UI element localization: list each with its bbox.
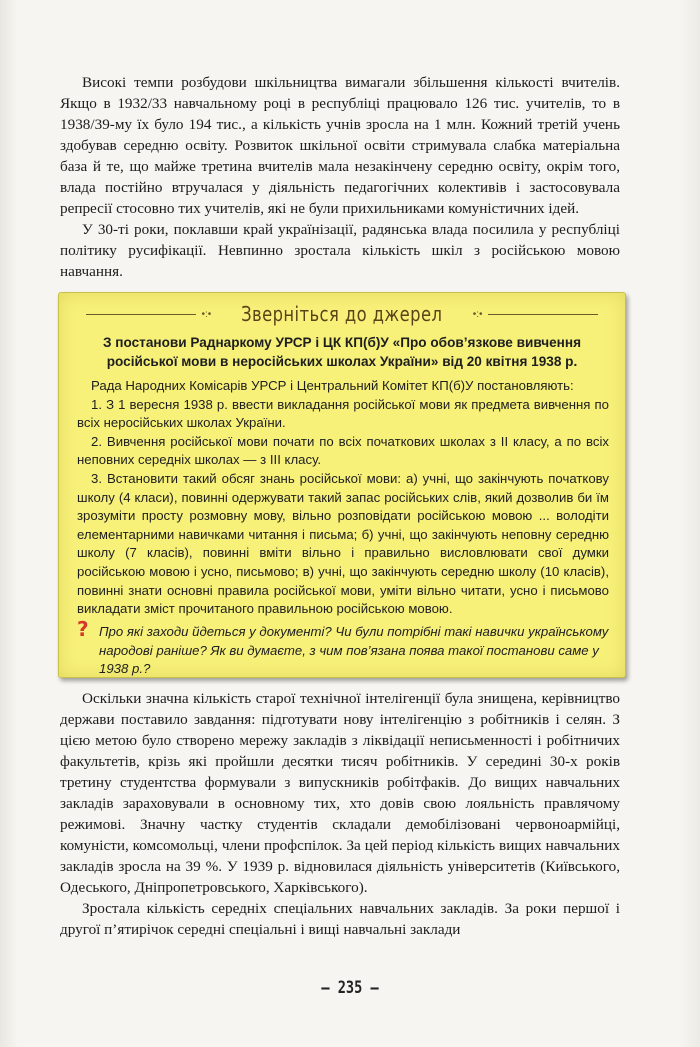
- paragraph: У 30-ті роки, поклавши край українізації, радянська влада посилила у республіці політику русифікації. Невпинно зростала кількість шкіл з російською мовою навчання.: [60, 221, 620, 280]
- question-block: [77, 617, 609, 679]
- paragraph: Зростала кількість середніх спеціальних навчальних закладів. За роки першої і другої п’ятирічок середні спеціальні і вищі навчальні заклади: [60, 900, 620, 938]
- paragraph: Високі темпи розбудови шкільництва вимагали збільшення кількості вчителів. Якщо в 1932/33 навчальному році в республіці працювало 126 тис. учителів, то в 1938/39-му їх було 194 тис., а кількість учнів зросла на 1 млн. Кожний третій учень здобував середню освіту. Розвиток шкільної освіти стримувала слабка матеріальна база й те, що майже третина вчителів мала незакінчену середню освіту, окрім того, влада постійно втручалася у діяльність педагогічних колективів і застосовувала репресії стосовно тих учителів, які не були прихильниками комуністичних ідей.: [60, 74, 620, 217]
- paragraph: Оскільки значна кількість старої технічної інтелігенції була знищена, керівництво держави поставило завдання: підготувати нову інтелігенцію з робітників і селян. З цією метою було створено мережу закладів з ліквідації неписьменності і робітничих факультетів, крізь які пройшли десятки тисяч робітників. У середині 30-х років третину студентства формували з випускників робітфаків. До вищих навчальних закладів зараховували в основному тих, хто довів свою лояльність правлячому режимові. Значну частку студентів складали демобілізовані червоноармійці, комуністи, комсомольці, члени профспілок. За цей період кількість вищих навчальних закладів зросла на 39 %. У 1939 р. відновилася діяльність університетів (Київського, Одеського, Дніпропетровського, Харківського).: [60, 690, 620, 896]
- document-paragraph: 3. Встановити такий обсяг знань російської мови: а) учні, що закінчують початкову школу (4 класи), повинні одержувати такий запас російських слів, який дозволив би їм зрозуміти просту розмовну мову, вільно розповідати російською мовою ... володіти елементарними навичками читання і письма; б) учні, що закінчують неповну середню школу (7 класів), повинні вміти вільно і правильно висловлювати свої думки російською мовою і усно, письмово; в) учні, що закінчують середню школу (10 класів), повинні знати основні правила російської мови, уміти вільно читати, усно і письмово викладати зміст прочитаного правильною російською мовою.: [77, 470, 609, 617]
- question-text: Про які заходи йдеться у документі? Чи були потрібні такі навички українському народові раніше? Як ви думаєте, з чим пов’язана поява такої постанови саме у 1938 р.?: [99, 624, 609, 677]
- document-paragraph: Рада Народних Комісарів УРСР і Центральний Комітет КП(б)У постановляють:: [91, 378, 574, 393]
- body-text-top: [60, 72, 620, 282]
- box-title-row: [59, 297, 625, 331]
- box-title: Зверніться до джерел: [241, 302, 443, 326]
- document-paragraph: 1. З 1 вересня 1938 р. ввести викладання російської мови як предмета вивчення по всіх неросійських школах України.: [77, 396, 609, 431]
- document-body: [77, 377, 609, 619]
- body-text-bottom: [60, 688, 620, 940]
- question-mark-icon: ?: [77, 617, 89, 641]
- source-document-box: [58, 292, 626, 678]
- ornament-icon: •:•: [472, 308, 483, 320]
- document-heading: З постанови Раднаркому УРСР і ЦК КП(б)У «Про обов’язкове вивчення російської мови в неросійських школах України» від 20 квітня 1938 р.: [102, 335, 582, 369]
- ornament-line-left: [86, 314, 196, 315]
- document-paragraph: 2. Вивчення російської мови почати по всіх початкових школах з II класу, а по всіх неповних середніх школах — з III класу.: [77, 433, 609, 468]
- page-number: – 235 –: [321, 978, 379, 998]
- ornament-icon: •:•: [201, 308, 212, 320]
- ornament-line-right: [488, 314, 598, 315]
